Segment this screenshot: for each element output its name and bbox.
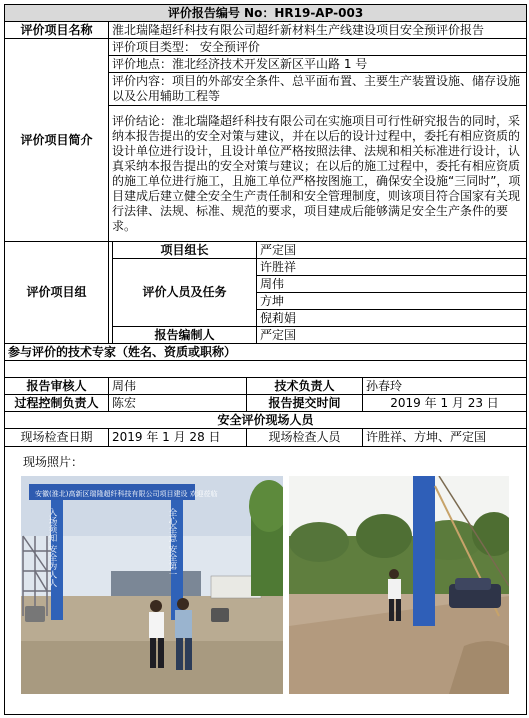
- site-people-value: 许胜祥、方坤、严定国: [363, 429, 527, 447]
- site-section-label: 安全评价现场人员: [5, 412, 527, 429]
- project-content: 评价内容：项目的外部安全条件、总平面布置、主要生产装置设施、储存设施以及公用辅助工程等: [109, 73, 527, 106]
- site-photo-road-image: [289, 476, 509, 694]
- process-control-row: [5, 395, 527, 412]
- report-writer-value: 严定国: [257, 327, 527, 344]
- site-photos-cell: [5, 447, 527, 715]
- site-date-value: 2019 年 1 月 28 日: [109, 429, 247, 447]
- reviewer-value: 周伟: [109, 378, 247, 395]
- team-member: 周伟: [257, 276, 527, 293]
- tech-lead-label: 技术负责人: [247, 378, 363, 395]
- process-control-label: 过程控制负责人: [5, 395, 109, 412]
- project-intro-label: 评价项目简介: [5, 39, 109, 242]
- team-members-label: 评价人员及任务: [113, 259, 257, 327]
- site-photos: [13, 476, 518, 698]
- evaluation-form-table: [4, 4, 527, 715]
- site-people-label: 现场检查人员: [247, 429, 363, 447]
- site-photo-road: [289, 476, 509, 694]
- site-section-row: [5, 412, 527, 429]
- experts-row: [5, 344, 527, 361]
- project-name-value: 淮北瑞隆超纤科技有限公司超纤新材料生产线建设项目安全预评价报告: [109, 22, 527, 39]
- submit-time-label: 报告提交时间: [247, 395, 363, 412]
- project-conclusion: 评价结论：淮北瑞隆超纤科技有限公司在实施项目可行性研究报告的同时，采纳本报告提出的安全对策与建议，并在以后的设计过程中，委托有相应资质的设计单位进行设计，且设计单位严格按照法律、法规和相关标准进行设计，认真采纳本报告提出的安全对策与建议；在以后的施工过程中，委托有相应资质的施工单位进行施工，且施工单位严格按图施工，确保安全设施“三同时”，项目建成后建立健全安全生产责任制和安全管理制度，则该项目符合国家有关现行法律、法规、标准、规范的要求，项目建成后能够满足安全生产条件的要求。: [109, 106, 527, 242]
- report-number: 评价报告编号 No：HR19-AP-003: [5, 5, 527, 22]
- project-name-label: 评价项目名称: [5, 22, 109, 39]
- site-photo-gate-image: [21, 476, 283, 694]
- reviewer-label: 报告审核人: [5, 378, 109, 395]
- project-name-row: [5, 22, 527, 39]
- report-number-row: [5, 5, 527, 22]
- team-member: 许胜祥: [257, 259, 527, 276]
- team-member: 倪莉娟: [257, 310, 527, 327]
- site-check-row: [5, 429, 527, 447]
- site-date-label: 现场检查日期: [5, 429, 109, 447]
- process-control-value: 陈宏: [109, 395, 247, 412]
- team-label: 评价项目组: [5, 242, 109, 344]
- experts-label: 参与评价的技术专家（姓名、资质或职称）: [5, 344, 527, 361]
- site-photos-row: [5, 447, 527, 715]
- team-leader-row: [5, 242, 527, 259]
- team-member: 方坤: [257, 293, 527, 310]
- site-photo-gate: [21, 476, 283, 694]
- team-leader-label: 项目组长: [113, 242, 257, 259]
- gate-banner-text: 安徽(淮北)高新区瑞隆超纤科技有限公司项目建设 欢迎莅临: [35, 490, 218, 498]
- gate-left-pillar-text: 入场须知 安全为人人: [47, 508, 57, 588]
- report-writer-label: 报告编制人: [113, 327, 257, 344]
- site-photos-label: 现场照片：: [23, 455, 84, 469]
- gate-right-pillar-text: 全心全意 安全第一: [167, 508, 177, 579]
- project-type: 评价项目类型： 安全预评价: [109, 39, 527, 56]
- team-leader-value: 严定国: [257, 242, 527, 259]
- submit-time-value: 2019 年 1 月 23 日: [363, 395, 527, 412]
- project-type-row: [5, 39, 527, 56]
- reviewer-row: [5, 378, 527, 395]
- experts-blank: [5, 361, 527, 378]
- project-location: 评价地点：淮北经济技术开发区新区平山路 1 号: [109, 56, 527, 73]
- experts-blank-row: [5, 361, 527, 378]
- tech-lead-value: 孙春玲: [363, 378, 527, 395]
